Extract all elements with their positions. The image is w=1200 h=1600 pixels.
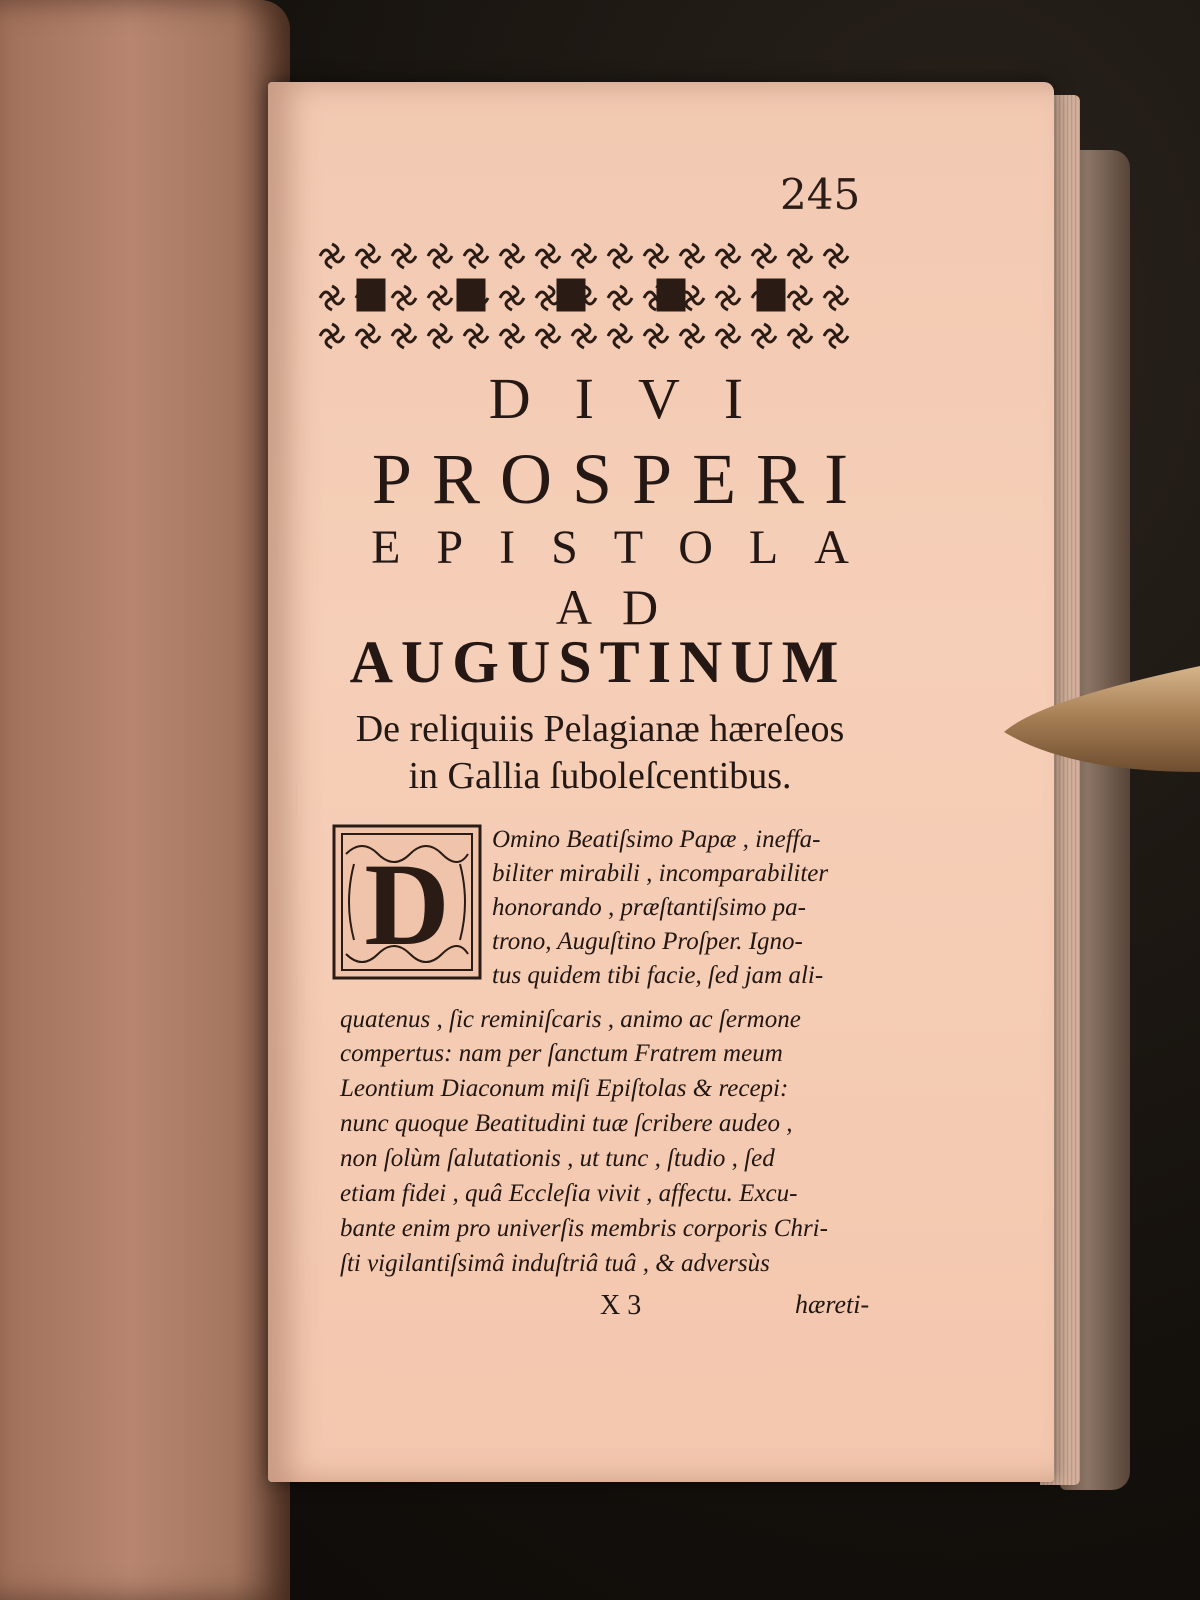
headpiece-ornament-icon bbox=[318, 240, 858, 356]
ornament-flourish bbox=[716, 286, 740, 310]
ornament-block bbox=[758, 280, 784, 310]
ornament-block bbox=[558, 280, 584, 310]
ornament-flourish bbox=[788, 244, 812, 268]
ornament-flourish bbox=[536, 286, 560, 310]
ornament-flourish bbox=[428, 324, 452, 348]
ornament-flourish bbox=[716, 324, 740, 348]
body-line: ſti vigilantiſsimâ induſtriâ tuâ , & adversùs bbox=[340, 1250, 770, 1277]
body-line: honorando , præſtantiſsimo pa- bbox=[492, 894, 806, 921]
ornament-flourish bbox=[320, 286, 344, 310]
decorated-initial-icon bbox=[332, 824, 482, 980]
ornament-flourish bbox=[644, 324, 668, 348]
ornament-flourish bbox=[320, 244, 344, 268]
brass-bookmark-icon bbox=[1000, 660, 1200, 790]
ornament-flourish bbox=[644, 244, 668, 268]
body-line: tus quidem tibi facie, ſed jam ali- bbox=[492, 962, 824, 989]
drop-cap-letter: D bbox=[364, 839, 450, 970]
ornament-flourish bbox=[752, 244, 776, 268]
ornament-flourish bbox=[536, 324, 560, 348]
body-line: quatenus , ſic reminiſcaris , animo ac ſermone bbox=[340, 1006, 801, 1033]
title-ad: AD bbox=[555, 579, 689, 635]
ornament-flourish bbox=[608, 286, 632, 310]
subtitle-line-1: De reliquiis Pelagianæ hæreſeos bbox=[355, 708, 845, 750]
ornament-flourish bbox=[500, 324, 524, 348]
ornament-flourish bbox=[752, 324, 776, 348]
ornament-flourish bbox=[428, 286, 452, 310]
ornament-flourish bbox=[500, 244, 524, 268]
ornament-flourish bbox=[824, 324, 848, 348]
body-line: etiam fidei , quâ Eccleſia vivit , affectu. Excu- bbox=[340, 1180, 798, 1207]
ornament-block bbox=[658, 280, 684, 310]
ornament-flourish bbox=[824, 244, 848, 268]
left-page bbox=[0, 0, 290, 1600]
ornament-flourish bbox=[716, 244, 740, 268]
ornament-flourish bbox=[392, 286, 416, 310]
body-line: Leontium Diaconum miſi Epiſtolas & recepi: bbox=[340, 1075, 789, 1102]
body-line: bante enim pro univerſis membris corporis Chri- bbox=[340, 1215, 828, 1242]
ornament-block bbox=[458, 280, 484, 310]
ornament-flourish bbox=[356, 324, 380, 348]
ornament-flourish bbox=[320, 324, 344, 348]
body-line: trono, Auguſtino Proſper. Igno- bbox=[492, 928, 803, 955]
page-number: 245 bbox=[780, 170, 861, 219]
title-prosperi: PROSPERI bbox=[371, 439, 869, 519]
catchword: hæreti- bbox=[795, 1290, 870, 1319]
ornament-flourish bbox=[392, 324, 416, 348]
ornament-flourish bbox=[392, 244, 416, 268]
ornament-flourish bbox=[536, 244, 560, 268]
ornament-block bbox=[358, 280, 384, 310]
title-augustinum: AUGUSTINUM bbox=[349, 629, 847, 695]
body-line: biliter mirabili , incomparabiliter bbox=[492, 860, 829, 887]
ornament-flourish bbox=[464, 324, 488, 348]
subtitle-line-2: in Gallia ſuboleſcentibus. bbox=[408, 755, 792, 797]
body-line: Omino Beatiſsimo Papæ , ineffa- bbox=[492, 826, 821, 853]
ornament-flourish bbox=[680, 244, 704, 268]
signature-mark: X 3 bbox=[600, 1290, 642, 1321]
title-epistola: EPISTOLA bbox=[371, 521, 885, 574]
ornament-flourish bbox=[428, 244, 452, 268]
ornament-flourish bbox=[572, 324, 596, 348]
ornament-flourish bbox=[788, 286, 812, 310]
body-line: compertus: nam per ſanctum Fratrem meum bbox=[340, 1040, 783, 1067]
ornament-flourish bbox=[608, 244, 632, 268]
ornament-flourish bbox=[464, 244, 488, 268]
body-line: nunc quoque Beatitudini tuæ ſcribere audeo , bbox=[340, 1110, 793, 1137]
ornament-flourish bbox=[500, 286, 524, 310]
ornament-flourish bbox=[572, 244, 596, 268]
ornament-flourish bbox=[824, 286, 848, 310]
ornament-flourish bbox=[680, 324, 704, 348]
body-line: non ſolùm ſalutationis , ut tunc , ſtudio , ſed bbox=[340, 1145, 775, 1172]
ornament-flourish bbox=[356, 244, 380, 268]
title-divi: DIVI bbox=[488, 366, 788, 431]
ornament-flourish bbox=[608, 324, 632, 348]
ornament-flourish bbox=[788, 324, 812, 348]
